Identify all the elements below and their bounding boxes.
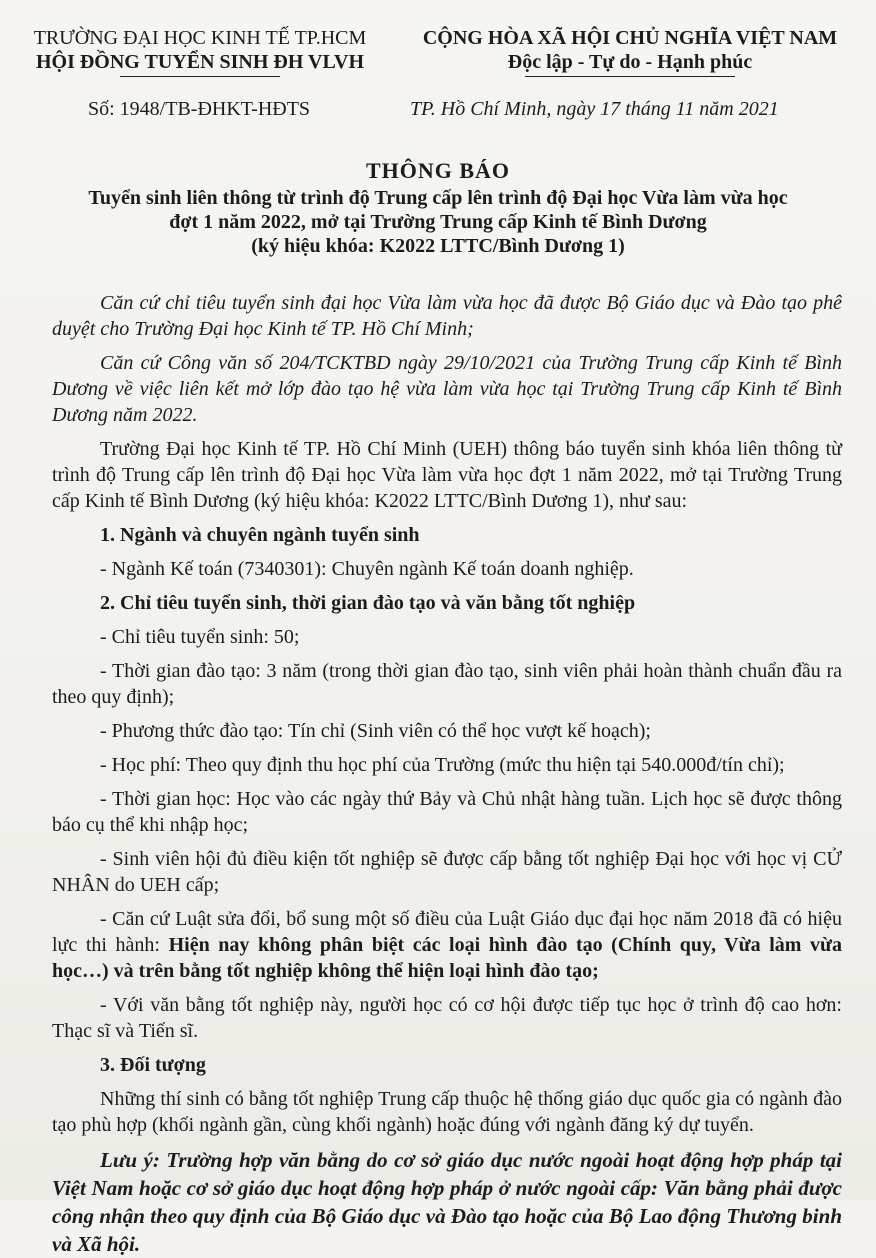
intro-paragraph: Trường Đại học Kinh tế TP. Hồ Chí Minh (UEH) thông báo tuyển sinh khóa liên thông từ trình độ Trung cấp lên trình độ Đại học Vừa làm vừa học đợt 1 năm 2022, mở tại Trường Trung cấp Kinh tế Bình Dương (ký hiệu khóa: K2022 LTTC/Bình Dương 1), như sau: [52,438,842,512]
further-study-item: - Với văn bằng tốt nghiệp này, người học có cơ hội được tiếp tục học ở trình độ cao hơn: Thạc sĩ và Tiến sĩ. [52,994,842,1042]
document-number: Số: 1948/TB-ĐHKT-HĐTS [88,98,311,120]
document-subtitle [0,186,876,258]
document-title: THÔNG BÁO [365,158,511,183]
org-line-1: TRƯỜNG ĐẠI HỌC KINH TẾ TP.HCM [33,27,367,49]
fee-item: - Học phí: Theo quy định thu học phí của Trường (mức thu hiện tại 540.000đ/tín chỉ); [100,754,785,776]
schedule-item: - Thời gian học: Học vào các ngày thứ Bảy và Chủ nhật hàng tuần. Lịch học sẽ được thông báo cụ thể khi nhập học; [52,788,842,836]
document-body [52,290,842,1258]
org-line-2: HỘI ĐỒNG TUYỂN SINH ĐH VLVH [35,51,365,73]
quota-item: - Chỉ tiêu tuyển sinh: 50; [100,626,300,648]
duration-item: - Thời gian đào tạo: 3 năm (trong thời gian đào tạo, sinh viên phải hoàn thành chuẩn đầu ra theo quy định); [52,660,842,708]
section-3-heading: 3. Đối tượng [100,1054,206,1076]
section-1-item: - Ngành Kế toán (7340301): Chuyên ngành Kế toán doanh nghiệp. [100,558,634,580]
place-date: TP. Hồ Chí Minh, ngày 17 tháng 11 năm 2021 [410,98,779,120]
org-underline [120,76,280,77]
law-prefix: - Căn cứ Luật sửa đổi, bổ sung một số điều của Luật Giáo dục đại học năm 2018 đã có hiệu lực thi hành: [52,908,842,956]
nation-line-2: Độc lập - Tự do - Hạnh phúc [507,51,753,73]
basis-1: Căn cứ chỉ tiêu tuyển sinh đại học Vừa làm vừa học đã được Bộ Giáo dục và Đào tạo phê duyệt cho Trường Đại học Kinh tế TP. Hồ Chí Minh; [52,292,842,340]
section-1-heading: 1. Ngành và chuyên ngành tuyển sinh [100,524,420,546]
method-item: - Phương thức đào tạo: Tín chỉ (Sinh viên có thể học vượt kế hoạch); [100,720,651,742]
note-paragraph: Lưu ý: Trường hợp văn bằng do cơ sở giáo dục nước ngoài hoạt động hợp pháp tại Việt Nam hoặc cơ sở giáo dục hoạt động hợp pháp ở nước ngoài cấp: Văn bằng phải được công nhận theo quy định của Bộ Giáo dục và Đào tạo hoặc của Bộ Lao động Thương binh và Xã hội. [52,1148,842,1256]
law-emphasis: Hiện nay không phân biệt các loại hình đào tạo (Chính quy, Vừa làm vừa học…) và trên bằng tốt nghiệp không thể hiện loại hình đào tạo; [52,934,842,982]
law-item [52,906,842,984]
eligibility-paragraph: Những thí sinh có bằng tốt nghiệp Trung cấp thuộc hệ thống giáo dục quốc gia có ngành đào tạo phù hợp (khối ngành gần, cùng khối ngành) hoặc đúng với ngành đăng ký dự tuyển. [52,1088,842,1136]
motto-underline [525,76,735,77]
national-header [395,26,865,74]
basis-2: Căn cứ Công văn số 204/TCKTBD ngày 29/10/2021 của Trường Trung cấp Kinh tế Bình Dương về việc liên kết mở lớp đào tạo hệ vừa làm vừa học tại Trường Trung cấp Kinh tế Bình Dương năm 2022. [52,352,842,426]
degree-item: - Sinh viên hội đủ điều kiện tốt nghiệp sẽ được cấp bằng tốt nghiệp Đại học với học vị CỬ NHÂN do UEH cấp; [52,848,842,896]
subtitle-line-2: đợt 1 năm 2022, mở tại Trường Trung cấp Kinh tế Bình Dương [169,211,707,233]
nation-line-1: CỘNG HÒA XÃ HỘI CHỦ NGHĨA VIỆT NAM [422,27,838,49]
subtitle-line-3: (ký hiệu khóa: K2022 LTTC/Bình Dương 1) [251,235,625,257]
section-2-heading: 2. Chỉ tiêu tuyển sinh, thời gian đào tạo và văn bằng tốt nghiệp [100,592,636,614]
subtitle-line-1: Tuyển sinh liên thông từ trình độ Trung cấp lên trình độ Đại học Vừa làm vừa học [88,187,788,209]
issuing-organization [20,26,380,74]
